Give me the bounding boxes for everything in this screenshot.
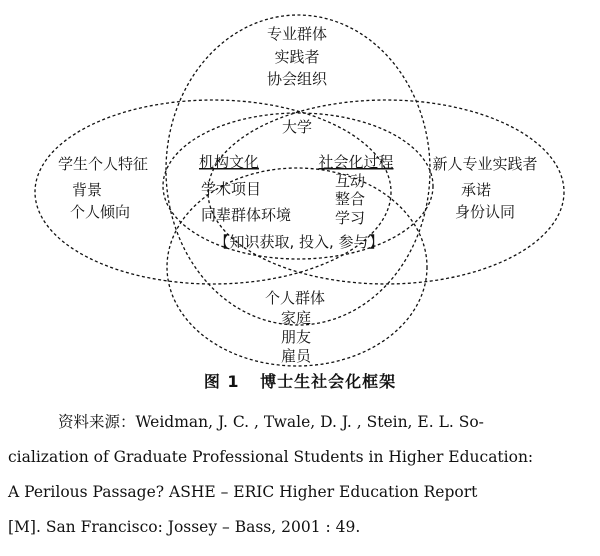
- left-ellipse-title: 学生个人特征: [57, 155, 149, 173]
- source-citation: [8, 405, 592, 545]
- bottom-ellipse-title: 个人群体: [264, 289, 326, 307]
- socialization-process-heading: 社会化过程: [318, 153, 394, 171]
- source-citation-line: [M]. San Francisco: Jossey – Bass, 2001 : 49.: [8, 518, 361, 536]
- right-ellipse-item: 身份认同: [454, 203, 516, 221]
- left-ellipse-item: 个人倾向: [69, 203, 131, 221]
- top-ellipse-title: 专业群体: [266, 25, 328, 43]
- figure-caption: [0, 369, 600, 392]
- source-citation-line: cialization of Graduate Professional Students in Higher Education:: [8, 448, 534, 466]
- left-ellipse-item: 背景: [71, 181, 103, 199]
- institutional-culture-item: 同辈群体环境: [200, 206, 292, 224]
- socialization-process-item: 整合: [334, 190, 366, 208]
- center-ellipse-footer: 【知识获取, 投入, 参与】: [214, 233, 384, 251]
- bottom-ellipse-item: 雇员: [280, 347, 312, 365]
- figure-caption-title: 博士生社会化框架: [260, 372, 397, 391]
- figure-caption-number: 图 1: [203, 372, 240, 391]
- institutional-culture-item: 学术项目: [200, 180, 262, 198]
- right-ellipse-title: 新人专业实践者: [432, 155, 538, 173]
- source-citation-line: 资料来源：Weidman, J. C. , Twale, D. J. , Stein, E. L. So-: [58, 413, 484, 431]
- top-ellipse-item: 实践者: [274, 48, 320, 66]
- bottom-ellipse-item: 朋友: [280, 328, 312, 346]
- socialization-process-item: 学习: [334, 209, 366, 227]
- right-ellipse-item: 承诺: [460, 181, 492, 199]
- institutional-culture-heading: 机构文化: [198, 153, 260, 171]
- top-ellipse-item: 协会组织: [266, 70, 328, 88]
- center-ellipse-title: 大学: [281, 118, 313, 136]
- socialization-process-item: 互动: [334, 172, 366, 190]
- source-citation-line: A Perilous Passage? ASHE – ERIC Higher Education Report: [8, 483, 478, 501]
- bottom-ellipse-item: 家庭: [280, 309, 312, 327]
